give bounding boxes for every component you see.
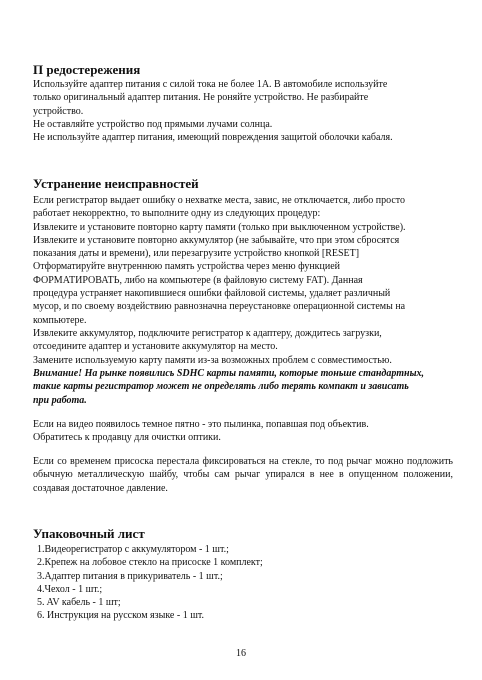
text-line: Если на видео появилось темное пятно - это пылинка, попавшая под объектив. (33, 419, 369, 430)
list-item: 1.Видеорегистратор с аккумулятором - 1 шт.; (37, 544, 229, 555)
text-line: Отформатируйте внутреннюю память устройства через меню функцией (33, 261, 341, 273)
text-line: ФОРМАТИРОВАТЬ, либо на компьютере (в файловую систему FAT). Данная (33, 274, 363, 286)
text-line: отсоедините адаптер и установите аккумулятор на место. (33, 341, 278, 353)
text-line: устройство. (33, 105, 84, 117)
list-item: 6. Инструкция на русском языке - 1 шт. (37, 610, 205, 622)
text-line: только оригинальный адаптер питания. Не роняйте устройство. Не разбирайте (33, 92, 369, 104)
text-line: Используйте адаптер питания с силой тока не более 1А. В автомобиле используйте (33, 79, 388, 90)
sdhc-warning (33, 367, 453, 407)
lens-spot-note (33, 418, 453, 445)
suction-mount-note (33, 455, 453, 495)
text-line: Не используйте адаптер питания, имеющий повреждения защитой оболочки кабаля. (33, 132, 393, 144)
list-item: 2.Крепеж на лобовое стекло на присоске 1 комплект; (37, 557, 263, 569)
text-line: Не оставляйте устройство под прямыми лучами солнца. (33, 118, 273, 130)
text-line: Замените используемую карту памяти из-за возможных проблем с совместимостью. (33, 354, 392, 366)
warning-line: Внимание! На рынке появились SDHC карты памяти, которые тоньше стандартных, (33, 368, 425, 379)
precautions-heading: П редостережения (33, 62, 141, 77)
troubleshooting-text (33, 194, 453, 367)
list-item: 4.Чехол - 1 шт.; (37, 583, 103, 595)
text-line: компьютере. (33, 314, 87, 326)
page-number: 16 (236, 648, 246, 659)
packing-list (37, 543, 263, 623)
warning-line: при работа. (33, 394, 87, 406)
warning-line: такие карты регистратор может не определять либо терять компакт и зависать (33, 381, 409, 393)
text-line: процедура устраняет накопившиеся ошибки файловой системы, удаляет различный (33, 288, 391, 300)
text-line: Извлеките и установите повторно аккумулятор (не забывайте, что при этом сбросятся (33, 234, 400, 246)
list-item: 5. AV кабель - 1 шт; (37, 597, 121, 609)
list-item: 3.Адаптер питания в прикуриватель - 1 шт.; (37, 570, 223, 582)
text-line: Извлеките и установите повторно карту памяти (только при выключенном устройстве). (33, 221, 406, 233)
packing-list-heading: Упаковочный лист (33, 526, 145, 541)
text-line: Если регистратор выдает ошибку о нехватке места, завис, не отключается, либо просто (33, 195, 406, 206)
precautions-text (33, 78, 453, 144)
text-paragraph: Если со временем присоска перестала фиксироваться на стекле, то под рычаг можно подложить обычную металлическую шайбу, чтобы сам рычаг упирался в нее в опущенном положении, создавая достаточное давление. (33, 456, 453, 494)
text-line: показания даты и времени), или перезагрузите устройство кнопкой [RESET] (33, 248, 360, 260)
text-line: Извлеките аккумулятор, подключите регистратор к адаптеру, дождитесь загрузки, (33, 327, 382, 339)
troubleshooting-heading: Устранение неисправностей (33, 176, 199, 191)
text-line: мусор, и по своему воздействию равнозначна переустановке операционной системы на (33, 301, 406, 313)
text-line: Обратитесь к продавцу для очистки оптики. (33, 432, 221, 444)
text-line: работает некорректно, то выполните одну из следующих процедур: (33, 208, 321, 220)
